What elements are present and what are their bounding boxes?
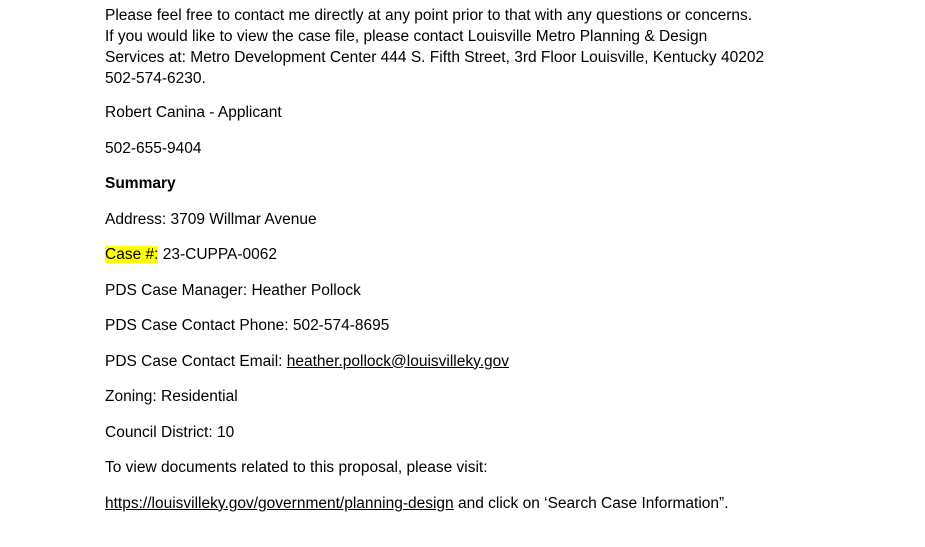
summary-heading: Summary: [105, 175, 176, 192]
contact-email-link[interactable]: heather.pollock@louisvilleky.gov: [286, 352, 509, 370]
intro-line: Services at: Metro Development Center 444 S. Fifth Street, 3rd Floor Louisville, Kentucky 40202: [105, 49, 765, 66]
council-district-line: Council District: 10: [105, 423, 235, 441]
documents-link-suffix: and click on ‘Search Case Information”.: [453, 494, 729, 512]
applicant-phone: 502-655-9404: [105, 139, 202, 157]
intro-paragraph: [105, 5, 905, 89]
applicant-name: Robert Canina - Applicant: [105, 104, 282, 121]
document-body: [105, 5, 905, 528]
planning-design-link[interactable]: https://louisvilleky.gov/government/planning-design: [105, 494, 454, 512]
intro-line: Please feel free to contact me directly at any point prior to that with any questions or concerns.: [105, 7, 753, 24]
zoning-line: Zoning: Residential: [105, 388, 238, 405]
documents-note: To view documents related to this proposal, please visit:: [105, 459, 488, 476]
intro-line: 502-574-6230.: [105, 70, 206, 87]
case-number-line: [105, 244, 905, 265]
address-line: Address: 3709 Willmar Avenue: [105, 210, 317, 228]
case-number-label: Case #:: [105, 246, 159, 263]
intro-line: If you would like to view the case file, please contact Louisville Metro Planning & Design: [105, 28, 708, 45]
case-number-value: 23-CUPPA-0062: [158, 246, 278, 263]
case-manager-line: PDS Case Manager: Heather Pollock: [105, 281, 361, 299]
contact-email-line: [105, 351, 905, 372]
contact-phone-line: PDS Case Contact Phone: 502-574-8695: [105, 317, 390, 334]
documents-link-line: [105, 493, 905, 514]
contact-email-label: PDS Case Contact Email:: [105, 352, 287, 370]
